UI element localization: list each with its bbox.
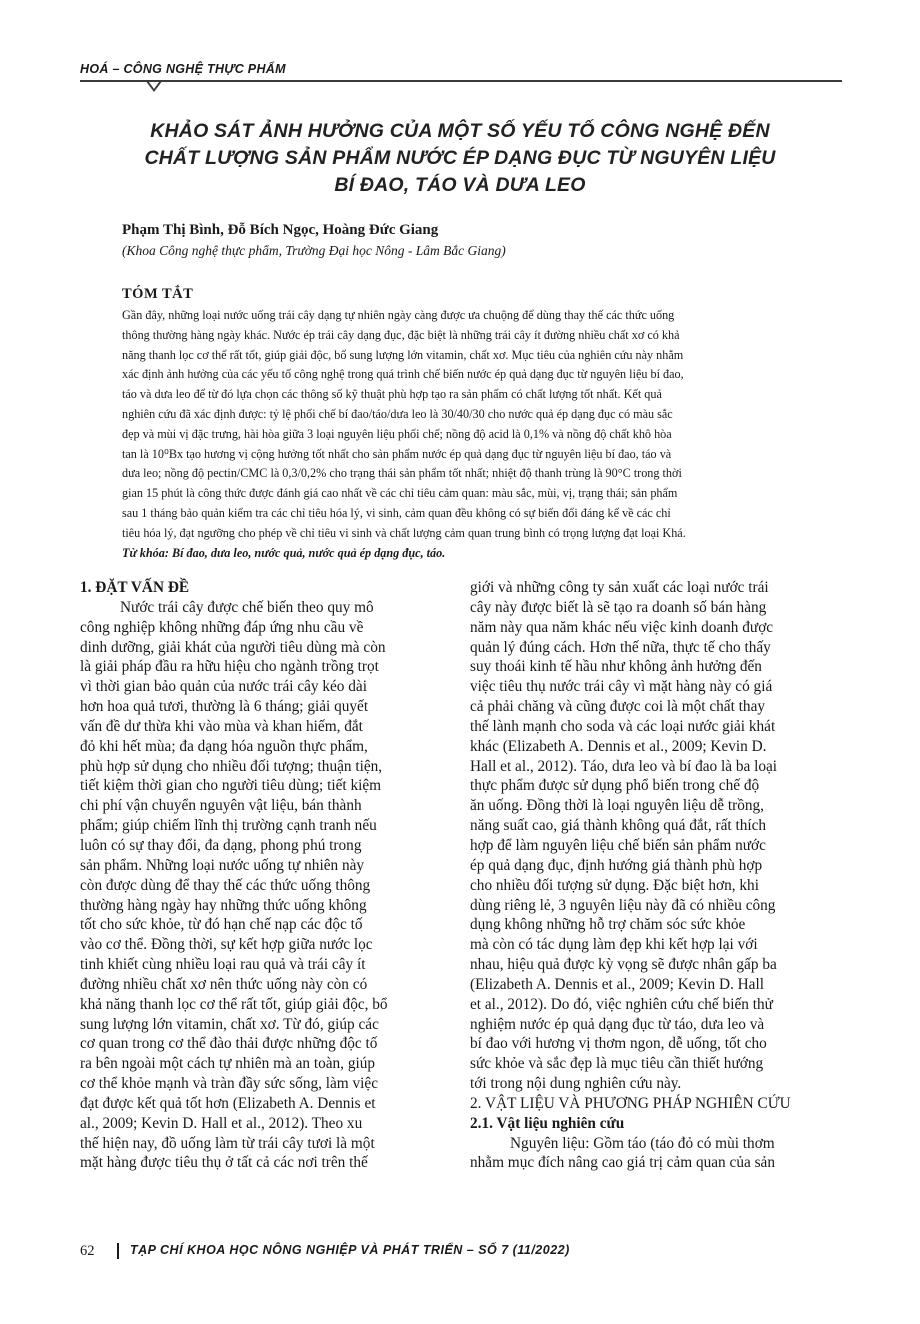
body-line: năng suất cao, giá thành không quá đắt, rất thích bbox=[470, 817, 767, 835]
abstract-line: tan là 10⁰Bx tạo hương vị cộng hưởng tốt nhất cho sản phẩm nước ép quả dạng đục từ nguyên liệu bí đao, táo và bbox=[122, 446, 672, 461]
body-line: cây này được biết là sẽ tạo ra doanh số bán hàng bbox=[470, 598, 767, 616]
affiliation: (Khoa Công nghệ thực phẩm, Trường Đại học Nông - Lâm Bắc Giang) bbox=[122, 243, 506, 258]
body-line: giới và những công ty sản xuất các loại nước trái bbox=[470, 579, 769, 596]
page-number: 62 bbox=[80, 1243, 95, 1259]
body-line: dinh dưỡng, giải khát của người tiêu dùng mà còn bbox=[80, 638, 386, 656]
body-line: mà còn có tác dụng làm đẹp khi kết hợp lại với bbox=[470, 936, 758, 954]
body-line: tinh khiết cùng nhiều loại rau quả và trái cây ít bbox=[80, 956, 366, 974]
right-column bbox=[470, 578, 842, 1173]
body-line: việc tiêu thụ nước trái cây vì mặt hàng này có giá bbox=[470, 678, 773, 696]
section-heading: 2. VẬT LIỆU VÀ PHƯƠNG PHÁP NGHIÊN CỨU bbox=[470, 1094, 791, 1112]
body-line: phẩm; giúp chiếm lĩnh thị trường cạnh tranh nếu bbox=[80, 817, 377, 835]
body-line: tiết kiệm thời gian cho người tiêu dùng; tiết kiệm bbox=[80, 777, 382, 795]
abstract-line: Gần đây, những loại nước uống trái cây dạng tự nhiên ngày càng được ưa chuộng để dùng thay thế các thức uống bbox=[122, 308, 675, 322]
body-line: chi phí vận chuyển nguyên vật liệu, bán thành bbox=[80, 797, 362, 815]
keywords: Từ khóa: Bí đao, dưa leo, nước quả, nước quả ép dạng đục, táo. bbox=[122, 545, 446, 560]
body-line: Hall et al., 2012). Táo, dưa leo và bí đao là ba loại bbox=[470, 757, 778, 775]
body-line: vấn đề dư thừa khi vào mùa và khan hiếm, đắt bbox=[80, 717, 363, 735]
abstract-line: thông thường hàng ngày khác. Nước ép trái cây dạng đục, đặc biệt là những trái cây ít đường nhiều chất xơ có khả bbox=[122, 327, 680, 342]
abstract-heading: TÓM TẮT bbox=[122, 286, 194, 302]
body-line: vào cơ thể. Đồng thời, sự kết hợp giữa nước lọc bbox=[80, 936, 373, 954]
header-rule bbox=[80, 80, 842, 82]
footer-divider bbox=[117, 1243, 119, 1259]
body-line: cho nhiều đối tượng sử dụng. Đặc biệt hơn, khi bbox=[470, 876, 759, 894]
article-title bbox=[100, 118, 820, 199]
body-line: cơ quan trong cơ thể đào thải được những độc tố bbox=[80, 1035, 378, 1053]
body-line: vì thời gian bảo quản của nước trái cây kéo dài bbox=[80, 678, 367, 696]
body-line: công nghiệp không những đáp ứng nhu cầu về bbox=[80, 618, 364, 636]
body-line: luôn có sự thay đổi, đa dạng, phong phú trong bbox=[80, 836, 362, 854]
body-line: thế hiện nay, đồ uống làm từ trái cây tươi là một bbox=[80, 1134, 375, 1152]
body-line: thế lành mạnh cho soda và các loại nước giải khát bbox=[470, 717, 776, 735]
body-line: Nguyên liệu: Gồm táo (táo đỏ có mùi thơm bbox=[510, 1134, 775, 1152]
body-line: al., 2009; Kevin D. Hall et al., 2012). Theo xu bbox=[80, 1114, 363, 1132]
body-line: đỏ khi hết mùa; đa dạng hóa nguồn thực phẩm, bbox=[80, 737, 368, 755]
abstract-line: táo và dưa leo để từ đó lựa chọn các thông số kỹ thuật phù hợp tạo ra sản phẩm có chất lượng tốt nhất. Kết quả bbox=[122, 387, 662, 402]
body-line: quản lý đúng cách. Hơn thế nữa, thực tế cho thấy bbox=[470, 638, 771, 656]
abstract-line: năng thanh lọc cơ thể rất tốt, giúp giải độc, bổ sung lượng lớn vitamin, chất xơ. Mục tiêu của nghiên cứu này nhằm bbox=[122, 347, 684, 362]
body-line: thực phẩm được sử dụng phổ biến trong chế độ bbox=[470, 777, 760, 795]
title-line: BÍ ĐAO, TÁO VÀ DƯA LEO bbox=[334, 174, 586, 196]
body-line: thường hàng ngày hay những thức uống không bbox=[80, 896, 367, 914]
section-label: HOÁ – CÔNG NGHỆ THỰC PHẨM bbox=[80, 62, 286, 76]
body-line: bí đao với hương vị thơm ngon, dễ uống, tốt cho bbox=[470, 1035, 767, 1053]
body-line: sản phẩm. Những loại nước uống tự nhiên này bbox=[80, 856, 365, 874]
title-line: CHẤT LƯỢNG SẢN PHẨM NƯỚC ÉP DẠNG ĐỤC TỪ NGUYÊN LIỆU bbox=[144, 147, 776, 169]
abstract-line: gian 15 phút là công thức được đánh giá cao nhất về các chỉ tiêu cảm quan: màu sắc, mùi, vị, trạng thái; sản phẩm bbox=[122, 486, 678, 501]
body-line: còn được dùng để thay thế các thức uống thông bbox=[80, 876, 371, 894]
body-line: tới trong nội dung nghiên cứu này. bbox=[470, 1075, 682, 1093]
body-line: cơ thể khỏe mạnh và tràn đầy sức sống, làm việc bbox=[80, 1075, 379, 1093]
body-line: dùng riêng lẻ, 3 nguyên liệu này đã có nhiều công bbox=[470, 896, 776, 914]
body-line: khác (Elizabeth A. Dennis et al., 2009; Kevin D. bbox=[470, 737, 767, 755]
body-line: sung lượng lớn vitamin, chất xơ. Từ đó, giúp các bbox=[80, 1015, 379, 1033]
abstract-body bbox=[122, 306, 842, 563]
body-line: tốt cho sức khỏe, từ đó hạn chế nạp các độc tố bbox=[80, 916, 363, 934]
body-line: dụng không những hỗ trợ chăm sóc sức khỏe bbox=[470, 916, 746, 934]
body-line: (Elizabeth A. Dennis et al., 2009; Kevin D. Hall bbox=[470, 975, 764, 993]
body-line: nghiệm nước ép quả dạng đục từ táo, dưa leo và bbox=[470, 1015, 765, 1033]
body-line: ép quả dạng đục, định hướng giá thành phù hợp bbox=[470, 856, 763, 874]
body-line: Nước trái cây được chế biến theo quy mô bbox=[120, 598, 374, 616]
body-line: ra bên ngoài một cách tự nhiên mà an toàn, giúp bbox=[80, 1055, 376, 1073]
body-line: đường nhiều chất xơ nên thức uống này còn có bbox=[80, 975, 368, 993]
body-line: ăn uống. Đồng thời là loại nguyên liệu dễ trồng, bbox=[470, 797, 765, 815]
body-line: khả năng thanh lọc cơ thể rất tốt, giúp giải độc, bổ bbox=[80, 995, 388, 1013]
subsection-heading: 2.1. Vật liệu nghiên cứu bbox=[470, 1114, 625, 1132]
body-line: là giải pháp đầu ra hữu hiệu cho ngành trồng trọt bbox=[80, 658, 379, 676]
body-line: năm này qua năm khác nếu việc kinh doanh được bbox=[470, 618, 774, 636]
header-notch-inner bbox=[149, 82, 159, 89]
body-line: phù hợp sử dụng cho nhiều đối tượng; thuận tiện, bbox=[80, 757, 383, 775]
title-line: KHẢO SÁT ẢNH HƯỞNG CỦA MỘT SỐ YẾU TỐ CÔNG NGHỆ ĐẾN bbox=[150, 120, 770, 142]
abstract-line: dưa leo; nồng độ pectin/CMC là 0,3/0,2% cho trạng thái sản phẩm tốt nhất; nhiệt độ thanh trùng là 90°C trong thời bbox=[122, 466, 682, 481]
body-line: et al., 2012). Do đó, việc nghiên cứu chế biến thử bbox=[470, 995, 773, 1013]
body-line: mặt hàng được tiêu thụ ở tất cả các nơi trên thế bbox=[80, 1154, 368, 1172]
journal-name: TẠP CHÍ KHOA HỌC NÔNG NGHIỆP VÀ PHÁT TRIỂN – SỐ 7 (11/2022) bbox=[130, 1243, 570, 1257]
section-heading: 1. ĐẶT VẤN ĐỀ bbox=[80, 579, 190, 596]
authors: Phạm Thị Bình, Đỗ Bích Ngọc, Hoàng Đức Giang bbox=[122, 222, 439, 238]
body-line: nhằm mục đích nâng cao giá trị cảm quan của sản bbox=[470, 1154, 775, 1172]
body-line: cả phải chăng và cũng được coi là một chất thay bbox=[470, 698, 766, 716]
abstract-line: xác định ảnh hưởng của các yếu tố công nghệ trong quá trình chế biến nước ép quả dạng đục từ nguyên liệu bí đao, bbox=[122, 367, 684, 382]
abstract-line: tiêu hóa lý, đạt ngưỡng cho phép về chỉ tiêu vi sinh và chất lượng cảm quan trung bình có trọng lượng đạt loại Khá. bbox=[122, 525, 686, 540]
abstract-line: sau 1 tháng bảo quản kiểm tra các chỉ tiêu hóa lý, vi sinh, cảm quan đều không có sự biến đổi đáng kể về các chỉ bbox=[122, 505, 671, 520]
body-line: đạt được kết quả tốt hơn (Elizabeth A. Dennis et bbox=[80, 1094, 376, 1112]
left-column bbox=[80, 578, 452, 1173]
abstract-line: nghiên cứu đã xác định được: tỷ lệ phối chế bí đao/táo/dưa leo là 30/40/30 cho nước quả ép dạng đục có màu sắc bbox=[122, 406, 673, 421]
abstract-line: đẹp và mùi vị đặc trưng, hài hòa giữa 3 loại nguyên liệu phối chế; nồng độ acid là 0,1% và nồng độ chất khô hòa bbox=[122, 426, 672, 441]
body-line: sức khỏe và sắc đẹp là mục tiêu cần thiết hướng bbox=[470, 1055, 764, 1073]
body-line: nhau, hiệu quả được kỳ vọng sẽ được nhân gấp ba bbox=[470, 956, 777, 974]
body-line: hợp để làm nguyên liệu chế biến sản phẩm nước bbox=[470, 836, 766, 854]
body-line: hơn hoa quả tươi, thường là 6 tháng; giải quyết bbox=[80, 698, 369, 716]
body-line: suy thoái kinh tế hầu như không ảnh hưởng đến bbox=[470, 658, 762, 676]
